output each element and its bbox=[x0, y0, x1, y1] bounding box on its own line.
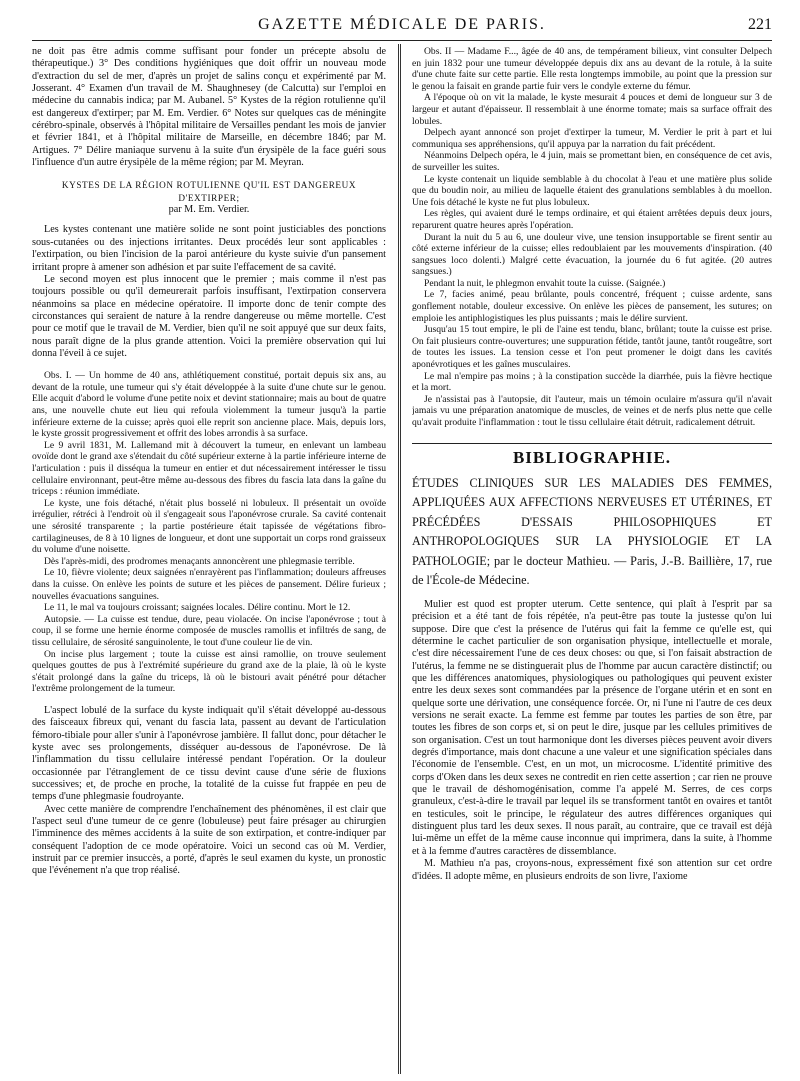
observation-paragraph: Je n'assistai pas à l'autopsie, dit l'auteur, mais un témoin oculaire m'assura qu'il n'avait jamais vu une préparation anatomique de muscles, de veines et de nerfs plus nette que celle qu'avait produite l'inflammation : tout le tissu cellulaire était détruit, radicalement détruit. bbox=[412, 393, 772, 428]
journal-title: GAZETTE MÉDICALE DE PARIS. bbox=[258, 16, 546, 33]
section-rule bbox=[412, 443, 772, 444]
observation-paragraph: Le kyste contenait un liquide semblable à du chocolat à l'eau et une matière plus solide que du boudin noir, au milieu de laquelle étaient des granulations semblables à du moellon. Une fois détaché le kyste ne fut plus lobuleux. bbox=[412, 173, 772, 208]
observation-paragraph: Le mal n'empire pas moins ; à la constipation succède la diarrhée, puis la fièvre hectique et la mort. bbox=[412, 370, 772, 394]
observation-paragraph: A l'époque où on vit la malade, le kyste mesurait 4 pouces et demi de longueur sur 3 de largeur et autant d'épaisseur. Il ressemblait à une énorme tomate; mais sa surface offrait des lobules. bbox=[412, 92, 772, 127]
body-paragraph: L'aspect lobulé de la surface du kyste indiquait qu'il s'était développé au-dessous des faisceaux fibreux qui, venant du fascia lata, passent au devant de l'articulation fémoro-tibiale pour aller s'unir à l'aponévrose jambière. Il fallut donc, pour détacher le kyste avec ses prolongements, disséquer au-dessous de l'aponévrose. De là l'inflammation du tissu cellulaire intéressé pendant l'opération. Or la douleur occasionnée par l'étranglement de ce tissu devint cause d'une série de fluxions successives; et, de proche en proche, la totalité de la cuisse fut frappée en peu de temps d'une phlegmasie foudroyante. bbox=[32, 704, 386, 803]
observation-paragraph: Obs. II — Madame F..., âgée de 40 ans, de tempérament bilieux, vint consulter Delpech en juin 1832 pour une tumeur développée depuis dix ans au devant de la rotule, à la suite d'une chute faite sur cette partie. Elle resta longtemps immobile, au point que la pression sur le genou la faisait en grande partie fuir vers le condyle externe du fémur. bbox=[412, 46, 772, 92]
observation-paragraph: Le 7, facies animé, peau brûlante, pouls concentré, fréquent ; cuisse ardente, sans gonflement notable, douleur excessive. On enlève les pièces de pansement, les sutures; on emploie les antiphlogistiques les plus puissants ; mais le délire survient. bbox=[412, 289, 772, 324]
body-paragraph: Avec cette manière de comprendre l'enchaînement des phénomènes, il est clair que l'aspect seul d'une tumeur de ce genre (lobuleuse) peut faire présager au chirurgien l'imminence des mêmes accidents à la suite de son extirpation, et contre-indiquer par conséquent l'adoption de ce mode opératoire. Voici un second cas où M. Verdier, instruit par ce premier insuccès, a porté, d'après le seul examen du kyste, un pronostic que l'événement n'a que trop réalisé. bbox=[32, 803, 386, 877]
body-paragraph: M. Mathieu n'a pas, croyons-nous, expressément fixé son attention sur cet ordre d'idées. Il adopte même, en plusieurs endroits de son livre, l'axiome bbox=[412, 858, 772, 882]
body-paragraph: Le second moyen est plus innocent que le premier ; mais comme il n'est pas toujours possible ou qu'il demeurerait parfois insuffisant, l'extirpation conservera néanmoins sa place en médecine opératoire. Il importe donc de tenir compte des circonstances qui seraient de nature à la rendre dangereuse ou même mortelle. C'est pour ce motif que le travail de M. Verdier, bien qu'il ne soit appuyé que sur deux faits, nous paraît digne de la plus grande attention. Voici la première observation qui lui donna l'éveil à ce sujet. bbox=[32, 273, 386, 359]
observation-paragraph: Obs. I. — Un homme de 40 ans, athlétiquement constitué, portait depuis six ans, au devant de la rotule, une tumeur qui s'y était développée à la suite d'une chute sur le genou. Elle acquit d'abord le volume d'une petite noix et devint stationnaire; mais au bout de quatre ans, une nouvelle chute eut lieu qui refoula violemment la tumeur jusqu'à la partie inférieure externe de la cuisse; après quoi elle reprit son ancienne place. Mais, depuis lors, le kyste grossit progressivement et offrit des lobes arrondis à sa surface. bbox=[32, 370, 386, 440]
observation-paragraph: On incise plus largement ; toute la cuisse est ainsi ramollie, on trouve seulement quelques gouttes de pus à l'extrémité supérieure du grand axe de la plaie, là où le kyste s'était prolongé dans la gaîne du triceps, là où le bistouri avait pénétré pour détacher l'extrême prolongement de la tumeur. bbox=[32, 648, 386, 695]
observation-paragraph: Le kyste, une fois détaché, n'était plus bosselé ni lobuleux. Il présentait un ovoïde irrégulier, rétréci à l'endroit où il s'engageait sous l'aponévrose crurale. Sa cavité contenait une sérosité transparente ; la partie postérieure était tapissée de végétations fibro-cartilagineuses, de 8 à 10 lignes de longueur, et dont une supportait un corps rond graisseux du volume d'une noisette. bbox=[32, 497, 386, 556]
observation-paragraph: Le 10, fièvre violente; deux saignées n'enrayèrent pas l'inflammation; douleurs affreuses dans la cuisse. On enlève les points de suture et les pièces de pansement. Délire furieux ; nouvelles évacuations sanguines. bbox=[32, 567, 386, 602]
body-paragraph: Les kystes contenant une matière solide ne sont point justiciables des ponctions sous-cutanées ou des injections irritantes. Deux procédés leur sont applicables : l'extirpation, ou bien l'incision de la paroi antérieure du kyste suivie d'un pansement irritant propre à amener son adhésion et par suite l'effacement de sa cavité. bbox=[32, 224, 386, 273]
observation-paragraph: Durant la nuit du 5 au 6, une douleur vive, une tension insupportable se firent sentir au côté externe inférieur de la cuisse; elles redoublaient par les mouvements d'inspiration. (40 sangsues loco dolenti.) Malgré cette évacuation, la journée du 6 fut agitée. (20 autres sangsues.) bbox=[412, 231, 772, 278]
observation-paragraph: Delpech ayant annoncé son projet d'extirper la tumeur, M. Verdier le prit à part et lui communiqua ses appréhensions, qu'il appuya par la narration du fait précédent. bbox=[412, 127, 772, 150]
observation-paragraph: Le 9 avril 1831, M. Lallemand mit à découvert la tumeur, en enlevant un lambeau ovoïde dont le grand axe s'étendait du côté supérieur externe à la partie inférieure interne de l'articulation : puis il disséqua la tumeur en entier et dut nécessairement intéresser le tissu cellulaire environnant, peut-être même au-dessous des fibres du fascia lata dans la gaîne du triceps : réunion immédiate. bbox=[32, 439, 386, 498]
right-column bbox=[412, 46, 772, 1074]
page-header bbox=[32, 14, 772, 41]
observation-paragraph: Jusqu'au 15 tout empire, le pli de l'aine est tendu, blanc, brûlant; toute la cuisse est prise. On fait plusieurs contre-ouvertures; une suppuration fétide, tantôt jaune, tantôt rougeâtre, sort de toutes les issues. La tension cesse et l'on peut promener le doigt dans les cavités aponévrotiques et les gaînes musculaires. bbox=[412, 324, 772, 371]
observation-paragraph: Les règles, qui avaient duré le temps ordinaire, et qui étaient arrêtées depuis deux jours, reparurent quatre heures après l'opération. bbox=[412, 208, 772, 231]
body-paragraph: Mulier est quod est propter uterum. Cette sentence, qui plaît à l'esprit par sa précision et a été tant de fois répétée, n'a peut-être pas toute la justesse qu'on lui suppose. Dire que c'est la présence de l'utérus qui fait la femme ce qu'elle est, qui détermine le cachet particulier de son organisation physique, intellectuelle et morale, c'est dire nécessairement l'une de ces deux choses: ou que, si l'on faisait abstraction de l'utérus, la femme ne se distinguerait plus de l'homme par aucun caractère distinctif; ou que les différences anatomiques, physiologiques ou pathologiques qui peuvent exister entre les deux sexes sont commandées par la présence de l'organe utérin et en sont en quelque sorte une dérivation, une conséquence forcée. Or, ni l'une ni l'autre de ces deux versions ne serait exacte. La femme est femme par toutes les parties de son être, par toutes les fibres de son corps et, si on peut le dire, jusque par les cellules primitives de son organisation. C'est un tout harmonique dont les diverses pièces peuvent avoir divers degrés d'importance, mais dont chacune a une valeur et une signification spéciales dans l'économie de l'ensemble. C'est, en un mot, un microcosme. L'identité primitive des corps d'Oken dans les deux sexes ne contredit en rien cette assertion ; car rien ne prouve que le travail de déshomogénisation, comme l'a appelé M. Serres, de ces corps granuleux, c'est-à-dire le travail par lequel ils se transforment tantôt en ovaires et tantôt en testicules, soit le principe, le régulateur des autres différences organiques qui distinguent plus tard les deux sexes. Il nous paraît, au contraire, que ce travail est déjà lui-même un effet de la même cause inconnue qui imprimera, dans la suite, à l'homme et à la femme d'autres caractères de dissemblance. bbox=[412, 598, 772, 857]
section-title: KYSTES DE LA RÉGION ROTULIENNE QU'IL EST DANGEREUX D'EXTIRPER; bbox=[61, 180, 357, 203]
left-column bbox=[32, 46, 386, 1074]
section-author: par M. Em. Verdier. bbox=[168, 204, 250, 216]
observation-paragraph: Pendant la nuit, le phlegmon envahit toute la cuisse. (Saignée.) bbox=[424, 277, 666, 289]
observation-paragraph: Autopsie. — La cuisse est tendue, dure, peau violacée. On incise l'aponévrose ; tout à coup, il se forme une hernie énorme composée de muscles ramollis et infiltrés de sang, de tissu cellulaire, de sérosité sanguinolente, le tout d'une couleur lie de vin. bbox=[32, 613, 386, 648]
observation-paragraph: Néanmoins Delpech opéra, le 4 juin, mais se promettant bien, en conséquence de cet avis, de surveiller les suites. bbox=[412, 150, 772, 173]
bibliography-book-entry: ÉTUDES CLINIQUES SUR LES MALADIES DES FEMMES, APPLIQUÉES AUX AFFECTIONS NERVEUSES ET UTÉRINES, ET PRÉCÉDÉES D'ESSAIS PHILOSOPHIQUES ET ANTHROPOLOGIQUES SUR LA PHYSIOLOGIE ET LA PATHOLOGIE; par le docteur Mathieu. — Paris, J.-B. Baillière, 17, rue de l'École-de Médecine. bbox=[412, 475, 772, 588]
observation-paragraph: Le 11, le mal va toujours croissant; saignées locales. Délire continu. Mort le 12. bbox=[44, 602, 351, 614]
observation-paragraph: Dès l'après-midi, des prodromes menaçants annoncèrent une phlegmasie terrible. bbox=[44, 555, 355, 567]
bibliography-title: BIBLIOGRAPHIE. bbox=[512, 447, 672, 467]
column-divider bbox=[398, 44, 401, 1074]
intro-paragraph: ne doit pas être admis comme suffisant pour fonder un précepte absolu de thérapeutique.) 3° Des conditions hygiéniques que doit offrir un nouveau mode d'extraction du sel de mer, d'après un projet de salins conçu et expérimenté par M. Josserant. 4° Examen d'un travail de M. Shaughnesey (de Calcutta) sur l'emploi en médecine du cannabis indica; par M. Aubanel. 5° Kystes de la région rotulienne qu'il est dangereux d'extirper; par M. Em. Verdier. 6° Notes sur quelques cas de méningite cérébro-spinale, observés à l'hôpital militaire de Versailles pendant les mois de janvier et février 1841, et à l'hôpital militaire de Marseille, en décembre 1846; par M. Artigues. 7° Délire maniaque survenu à la suite d'un érysipèle de la face guéri sous l'influence d'un autre érysipèle de la même région; par M. Meyran. bbox=[32, 46, 386, 169]
page-number: 221 bbox=[748, 16, 772, 33]
